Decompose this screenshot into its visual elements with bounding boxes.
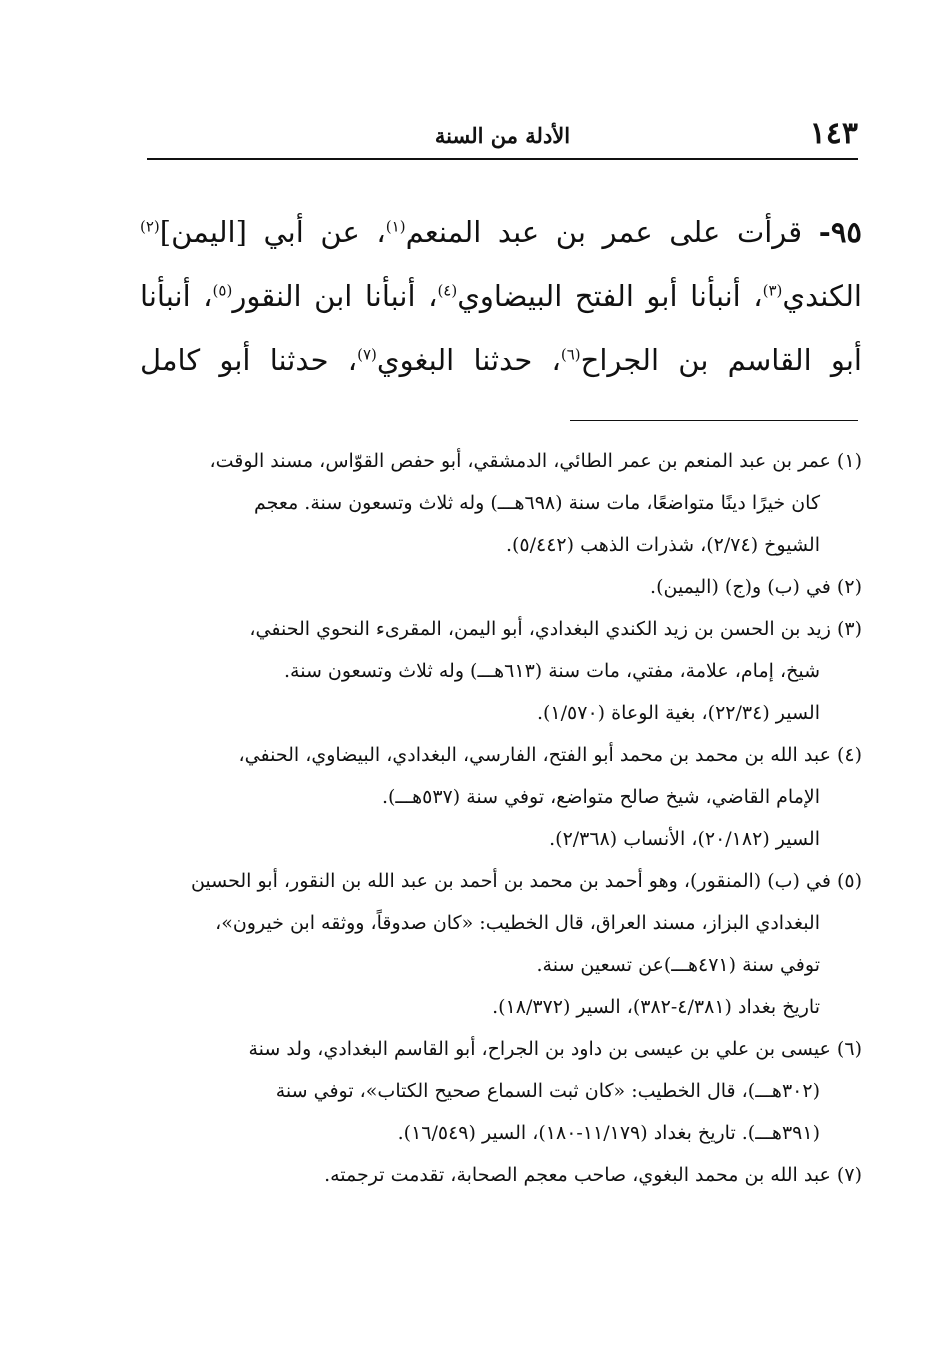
main-text-segment: ، عن أبي [اليمن] — [159, 215, 386, 249]
footnote — [140, 608, 862, 734]
main-text-segment: ، أنبأنا أبو الفتح البيضاوي — [457, 279, 763, 313]
footnote-line: شيخ، إمام، علامة، مفتي، مات سنة (٦١٣هـــ) وله ثلاث وتسعون سنة. — [283, 660, 820, 682]
footnotes — [140, 440, 862, 1196]
footnote-line: الإمام القاضي، شيخ صالح متواضع، توفي سنة (٥٣٧هـــ). — [381, 786, 820, 808]
page-number: ١٤٣ — [809, 116, 858, 151]
main-text-segment: ، أنبأنا — [140, 279, 213, 313]
hadith-number: ٩٥- — [818, 215, 862, 249]
footnote-line: (٥) في (ب) (المنقور)، وهو أحمد بن محمد بن أحمد بن عبد الله بن النقور، أبو الحسين — [190, 870, 862, 892]
footnote-marker: (٧) — [357, 345, 377, 364]
main-text-line — [140, 200, 862, 264]
main-text — [140, 200, 862, 392]
footnote-marker: (٥) — [212, 281, 233, 300]
footnote-line: (٣٩١هـــ). تاريخ بغداد (١١/١٧٩-١٨٠)، السير (١٦/٥٤٩). — [397, 1122, 820, 1144]
main-text-segment: قرأت على عمر بن عبد المنعم — [405, 215, 819, 249]
footnote-line: (٢) في (ب) و(ج) (اليمين). — [650, 576, 862, 598]
footnote-line: (٦) عيسى بن علي بن عيسى بن داود بن الجراح، أبو القاسم البغدادي، ولد سنة — [248, 1038, 862, 1060]
page-header — [147, 112, 858, 160]
footnote-line: (٣٠٢هـــ)، قال الخطيب: «كان ثبت السماع صحيح الكتاب»، توفي سنة — [275, 1080, 820, 1102]
footnote-separator — [570, 420, 858, 421]
footnote — [140, 1028, 862, 1154]
footnote-marker: (٦) — [560, 345, 581, 364]
main-text-line — [140, 264, 862, 328]
main-text-line — [140, 328, 862, 392]
footnote — [140, 440, 862, 566]
footnote-marker: (٤) — [437, 281, 458, 300]
footnote-line: السير (٢٠/١٨٢)، الأنساب (٢/٣٦٨). — [549, 828, 820, 850]
running-title: الأدلة من السنة — [434, 123, 571, 148]
footnote — [140, 860, 862, 1028]
footnote — [140, 566, 862, 608]
footnote-line: كان خيرًا دينًا متواضعًا، مات سنة (٦٩٨هـــ) وله ثلاث وتسعون سنة. معجم — [254, 492, 820, 514]
main-text-segment: ، حدثنا أبو كامل — [140, 343, 358, 377]
footnote-line: (٧) عبد الله بن محمد البغوي، صاحب معجم الصحابة، تقدمت ترجمته. — [324, 1164, 862, 1186]
footnote-line: (٤) عبد الله بن محمد بن محمد أبو الفتح، الفارسي، البغدادي، البيضاوي، الحنفي، — [238, 744, 862, 766]
footnote-line: (٣) زيد بن الحسن بن زيد الكندي البغدادي، أبو اليمن، المقرىء النحوي الحنفي، — [249, 618, 862, 640]
main-text-segment: ، أنبأنا ابن النقور — [232, 279, 438, 313]
footnote-line: البغدادي البزاز، مسند العراق، قال الخطيب: «كان صدوقاً، ووثقه ابن خيرون»، — [215, 912, 820, 934]
footnote — [140, 734, 862, 860]
main-text-segment: ، حدثنا البغوي — [376, 343, 561, 377]
footnote-line: تاريخ بغداد (٤/٣٨١-٣٨٢)، السير (١٨/٣٧٢). — [492, 996, 820, 1018]
footnote-line: الشيوخ (٢/٧٤)، شذرات الذهب (٥/٤٤٢). — [505, 534, 820, 556]
footnote-line: توفي سنة (٤٧١هـــ)عن تسعين سنة. — [536, 954, 820, 976]
main-text-segment: أبو القاسم بن الجراح — [580, 343, 862, 377]
footnote-line: السير (٢٢/٣٤)، بغية الوعاة (١/٥٧٠). — [536, 702, 820, 724]
footnote-marker: (٣) — [762, 281, 783, 300]
footnote-line: (١) عمر بن عبد المنعم بن عمر الطائي، الدمشقي، أبو حفص القوّاس، مسند الوقت، — [209, 450, 862, 472]
footnote — [140, 1154, 862, 1196]
footnote-marker: (٢) — [140, 217, 160, 236]
footnote-marker: (١) — [385, 217, 406, 236]
main-text-segment: الكندي — [782, 279, 862, 313]
